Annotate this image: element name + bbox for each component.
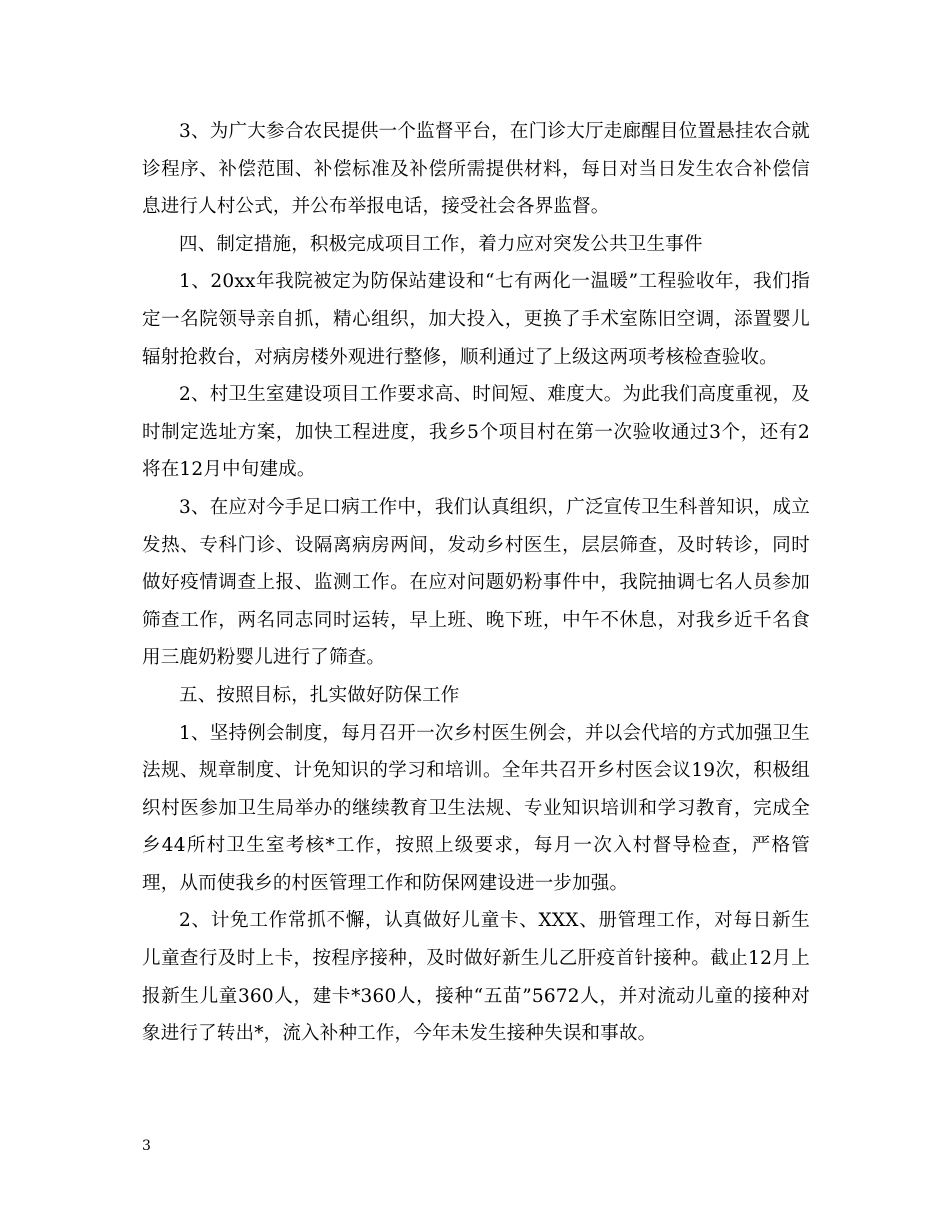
paragraph-3: 2、村卫生室建设项目工作要求高、时间短、难度大。为此我们高度重视，及时制定选址方案，加快工程进度，我乡5个项目村在第一次验收通过3个，还有2将在12月中旬建成。 (142, 384, 810, 481)
paragraph-6: 2、计免工作常抓不懈，认真做好儿童卡、XXX、册管理工作，对每日新生儿童查行及时上卡，按程序接种，及时做好新生儿乙肝疫首针接种。截止12月上报新生儿童360人，建卡*360人，接种“五苗”5672人，并对流动儿童的接种对象进行了转出*，流入补种工作，今年未发生接种失误和事故。 (142, 910, 810, 1045)
document-body (142, 113, 810, 1053)
paragraph-1: 3、为广大参合农民提供一个监督平台，在门诊大厅走廊醒目位置悬挂农合就诊程序、补偿范围、补偿标准及补偿所需提供材料，每日对当日发生农合补偿信息进行人村公式，并公布举报电话，接受社会各界监督。 (142, 121, 810, 218)
paragraph-5: 1、坚持例会制度，每月召开一次乡村医生例会，并以会代培的方式加强卫生法规、规章制度、计免知识的学习和培训。全年共召开乡村医会议19次，积极组织村医参加卫生局举办的继续教育卫生法规、专业知识培训和学习教育，完成全乡44所村卫生室考核*工作，按照上级要求，每月一次入村督导检查，严格管理，从而使我乡的村医管理工作和防保网建设进一步加强。 (142, 722, 810, 894)
paragraph-2: 1、20xx年我院被定为防保站建设和“七有两化一温暖”工程验收年，我们指定一名院领导亲自抓，精心组织，加大投入，更换了手术室陈旧空调，添置婴儿辐射抢救台，对病房楼外观进行整修，顺利通过了上级这两项考核检查验收。 (142, 271, 810, 368)
paragraph-4: 3、在应对今手足口病工作中，我们认真组织，广泛宣传卫生科普知识，成立发热、专科门诊、设隔离病房两间，发动乡村医生，层层筛查，及时转诊，同时做好疫情调查上报、监测工作。在应对问题奶粉事件中，我院抽调七名人员参加筛查工作，两名同志同时运转，早上班、晚下班，中午不休息，对我乡近千名食用三鹿奶粉婴儿进行了筛查。 (142, 496, 810, 669)
section-heading-4: 四、制定措施，积极完成项目工作，着力应对突发公共卫生事件 (179, 233, 703, 255)
section-heading-5: 五、按照目标，扎实做好防保工作 (179, 684, 460, 706)
page-number: 3 (142, 1138, 151, 1154)
